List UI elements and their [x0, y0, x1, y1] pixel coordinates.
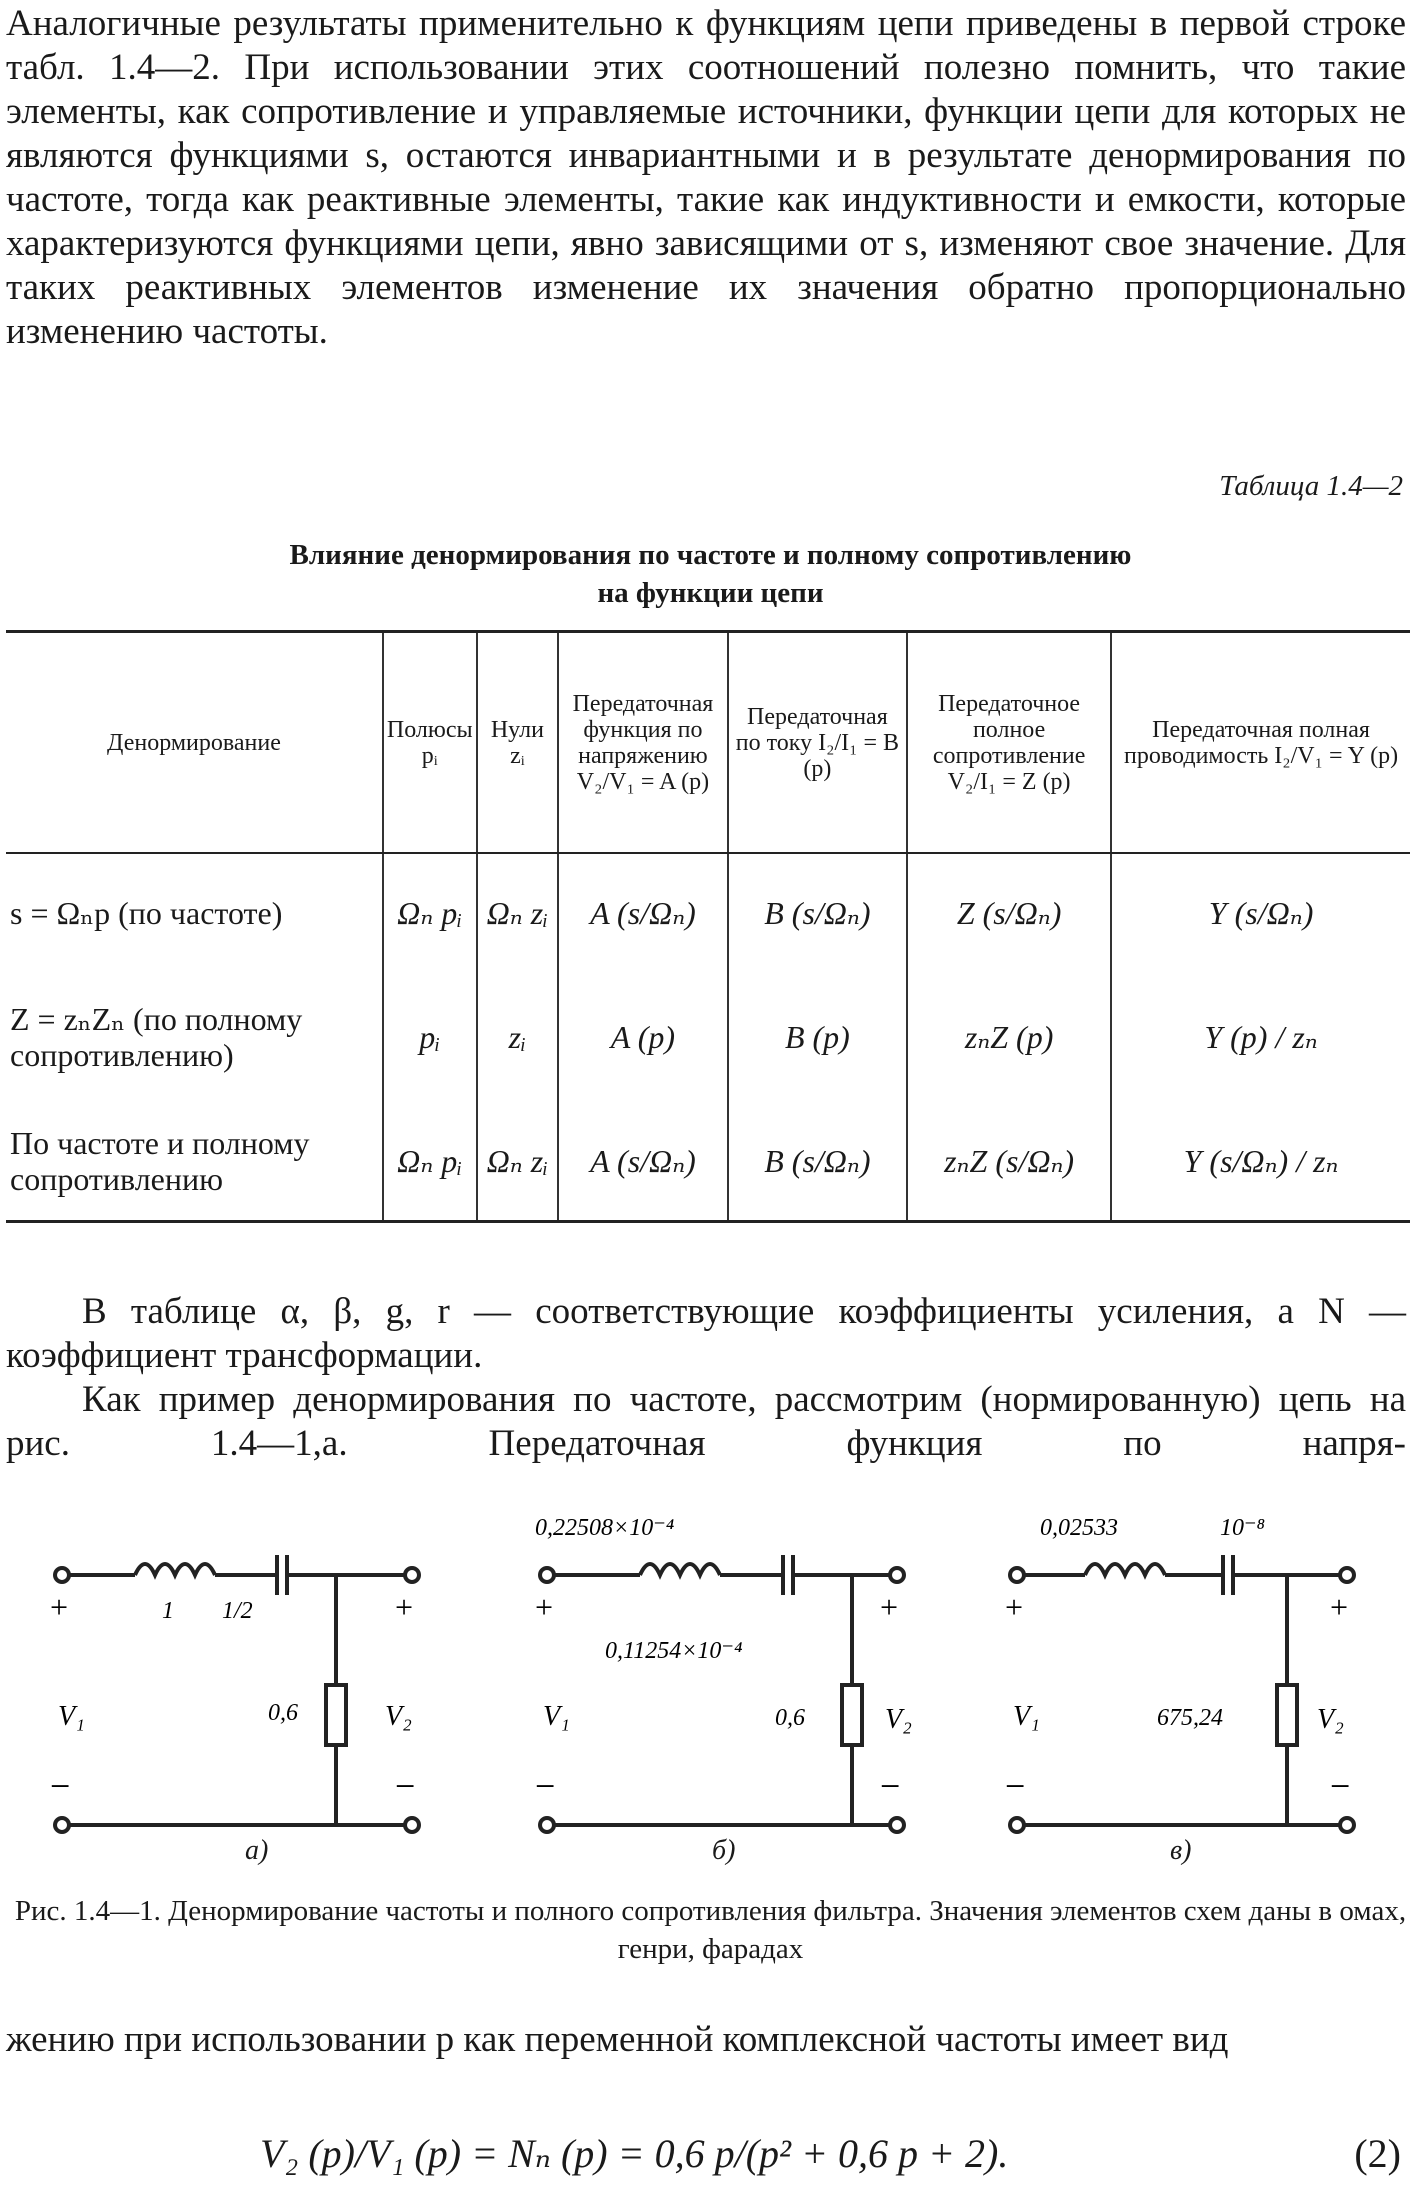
- resistor-value: 0,6: [268, 1700, 298, 1726]
- cell: B (s/Ωₙ): [728, 1103, 907, 1221]
- inductor-symbol: [640, 1564, 720, 1575]
- cell: По частоте и полному сопротивлению: [6, 1103, 383, 1221]
- circuit-diagram-a: [40, 1500, 460, 1880]
- v1-label: V₁: [1013, 1701, 1040, 1732]
- cell: Y (p) / zₙ: [1111, 971, 1410, 1103]
- minus-out: −: [395, 1766, 416, 1806]
- header-poles: Полюсы pᵢ: [383, 632, 477, 854]
- table-caption-line2: на функции цепи: [597, 577, 824, 609]
- v2-label: V₂: [1317, 1704, 1344, 1735]
- minus-out: −: [1330, 1766, 1351, 1806]
- subfigure-label-c: в): [1170, 1835, 1192, 1866]
- cell: Z = zₙZₙ (по полному сопротивлению): [10, 1001, 303, 1073]
- cell: s = Ωₙp (по частоте): [10, 894, 283, 931]
- circuit-diagram-c: [995, 1500, 1395, 1880]
- inductor-symbol: [135, 1564, 215, 1575]
- minus-in: −: [1005, 1766, 1026, 1806]
- plus-out: +: [880, 1589, 899, 1625]
- header-zeros: Нули zᵢ: [477, 632, 559, 854]
- cell: zₙZ (p): [907, 971, 1111, 1103]
- cell: Y (s/Ωₙ) / zₙ: [1111, 1103, 1410, 1221]
- inductor-value: 0,02533: [1040, 1515, 1118, 1541]
- table-row: [6, 853, 1410, 971]
- table-caption-line1: Влияние денормирования по частоте и полному сопротивлению: [289, 539, 1132, 571]
- plus-in: +: [50, 1589, 69, 1625]
- cell: Ωₙ zᵢ: [477, 853, 559, 971]
- capacitor-value: 0,11254×10⁻⁴: [605, 1638, 743, 1664]
- cell: A (p): [558, 971, 728, 1103]
- cell: A (s/Ωₙ): [558, 853, 728, 971]
- table-row: [6, 971, 1410, 1103]
- terminal: [405, 1568, 419, 1582]
- equation-number: (2): [1354, 2131, 1401, 2176]
- header-current-transfer: Передаточная по току I₂/I₁ = B (p): [728, 632, 907, 854]
- cell: Z (s/Ωₙ): [907, 853, 1111, 971]
- cell: Ωₙ zᵢ: [477, 1103, 559, 1221]
- capacitor-value: 1/2: [222, 1598, 253, 1624]
- resistor-symbol: [326, 1685, 346, 1745]
- v1-label: V₁: [58, 1701, 85, 1732]
- cell: B (s/Ωₙ): [728, 853, 907, 971]
- paragraph-transfer: жению при использовании p как переменной комплексной частоты имеет вид: [6, 2019, 1229, 2060]
- paragraph-table-note: В таблице α, β, g, r — соответствующие коэффициенты усиления, а N — коэффициент трансформации.: [6, 1291, 1406, 1376]
- plus-out: +: [1330, 1589, 1349, 1625]
- cell: Y (s/Ωₙ): [1111, 853, 1410, 971]
- v1-label: V₁: [543, 1701, 570, 1732]
- equation: V₂ (p)/V₁ (p) = Nₙ (p) = 0,6 p/(p² + 0,6 p + 2).: [260, 2131, 1009, 2176]
- v2-label: V₂: [885, 1704, 912, 1735]
- cell: Ωₙ pᵢ: [383, 853, 477, 971]
- resistor-value: 0,6: [775, 1705, 805, 1731]
- cell: A (s/Ωₙ): [558, 1103, 728, 1221]
- paragraph-intro: Аналогичные результаты применительно к функциям цепи приведены в первой строке табл. 1.4—2. При использовании этих соотношений полезно помнить, что такие элементы, как сопротивление и управляемые источники, функции цепи для которых не являются функциями s, остаются инвариантными и в результате денормирования по частоте, тогда как реактивные элементы, такие как индуктивности и емкости, которые характеризуются функциями цепи, явно зависящими от s, изменяют свое значение. Для таких реактивных элементов изменение их значения обратно пропорционально изменению частоты.: [6, 3, 1406, 352]
- minus-in: −: [50, 1766, 71, 1806]
- paragraph-example: Как пример денормирования по частоте, рассмотрим (нормированную) цепь на рис. 1.4—1,а. Передаточная функция по напря-: [6, 1379, 1406, 1464]
- header-denormalization: Денормирование: [6, 632, 383, 854]
- plus-in: +: [535, 1589, 554, 1625]
- cell: zₙZ (s/Ωₙ): [907, 1103, 1111, 1221]
- table-header-row: [6, 632, 1410, 854]
- header-transfer-admittance: Передаточная полная проводимость I₂/V₁ = Y (p): [1111, 632, 1410, 854]
- subfigure-label-a: а): [245, 1835, 269, 1866]
- v2-label: V₂: [385, 1701, 412, 1732]
- terminal: [55, 1568, 69, 1582]
- inductor-symbol: [1085, 1564, 1165, 1575]
- resistor-symbol: [1277, 1685, 1297, 1745]
- plus-out: +: [395, 1589, 414, 1625]
- header-transfer-impedance: Передаточное полное сопротивление V₂/I₁ = Z (p): [907, 632, 1111, 854]
- denormalization-table: [6, 630, 1410, 1223]
- inductor-value: 1: [162, 1598, 174, 1624]
- table-caption: [0, 536, 1421, 612]
- cell: pᵢ: [383, 971, 477, 1103]
- inductor-value: 0,22508×10⁻⁴: [535, 1515, 675, 1541]
- figure-caption: Рис. 1.4—1. Денормирование частоты и полного сопротивления фильтра. Значения элементов схем даны в омах, генри, фарадах: [14, 1895, 1407, 1965]
- circuit-diagram-b: [525, 1500, 945, 1880]
- cell: B (p): [728, 971, 907, 1103]
- plus-in: +: [1005, 1589, 1024, 1625]
- cell: zᵢ: [477, 971, 559, 1103]
- resistor-value: 675,24: [1157, 1705, 1223, 1731]
- minus-out: −: [880, 1766, 901, 1806]
- capacitor-value: 10⁻⁸: [1220, 1515, 1266, 1541]
- minus-in: −: [535, 1766, 556, 1806]
- table-number: Таблица 1.4—2: [1219, 470, 1403, 502]
- cell: Ωₙ pᵢ: [383, 1103, 477, 1221]
- resistor-symbol: [842, 1685, 862, 1745]
- table-row: [6, 1103, 1410, 1221]
- subfigure-label-b: б): [712, 1835, 736, 1866]
- header-voltage-transfer: Передаточная функция по напряжению V₂/V₁ = A (p): [558, 632, 728, 854]
